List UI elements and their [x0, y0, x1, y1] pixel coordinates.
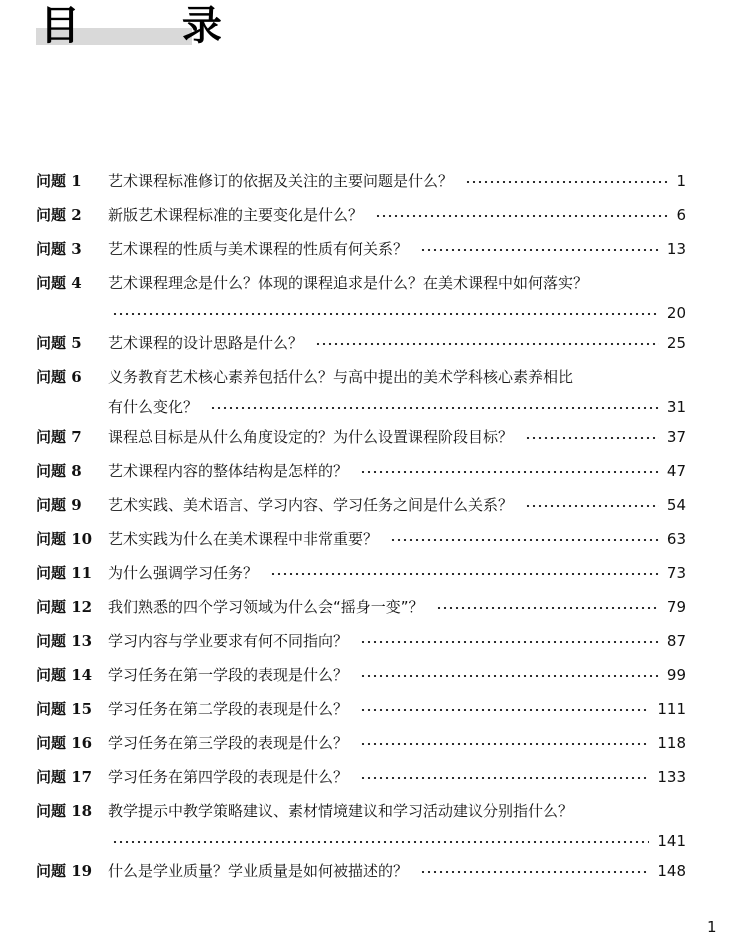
dot-leader: [360, 471, 659, 473]
toc-entry[interactable]: [36, 697, 686, 721]
question-number: 问题 10: [36, 530, 93, 548]
toc-entry[interactable]: [36, 561, 686, 585]
toc-title: 目 录: [40, 2, 266, 49]
dot-leader: [525, 437, 659, 439]
question-text: 教学提示中教学策略建议、素材情境建议和学习活动建议分别指什么？: [108, 802, 574, 820]
toc-entry-line: [108, 829, 686, 853]
question-number: 问题 17: [36, 768, 93, 786]
toc-entry[interactable]: [36, 237, 686, 261]
toc-entry[interactable]: [36, 595, 686, 619]
dot-leader: [112, 313, 659, 315]
toc-entry[interactable]: [36, 331, 686, 355]
question-text: 学习任务在第二学段的表现是什么？: [108, 700, 349, 718]
question-text: 艺术实践为什么在美术课程中非常重要？: [108, 530, 379, 548]
page-reference: 148: [657, 862, 686, 880]
toc-entry-line: [108, 799, 686, 823]
page-reference: 1: [676, 172, 686, 190]
toc-entry[interactable]: [36, 425, 686, 449]
page-reference: 6: [676, 206, 686, 224]
toc-entry-line: [108, 561, 686, 585]
question-number: 问题 9: [36, 496, 82, 514]
toc-entry[interactable]: [36, 203, 686, 227]
toc-entry-line: [108, 237, 686, 261]
page-reference: 111: [657, 700, 686, 718]
toc-entry-line: [108, 629, 686, 653]
toc-entry[interactable]: [36, 365, 686, 389]
page-reference: 13: [666, 240, 686, 258]
question-text: 有什么变化？: [108, 398, 199, 416]
page-reference: 20: [666, 304, 686, 322]
dot-leader: [360, 675, 659, 677]
dot-leader: [525, 505, 659, 507]
question-text: 艺术课程的性质与美术课程的性质有何关系？: [108, 240, 409, 258]
page-reference: 54: [666, 496, 686, 514]
question-number: 问题 15: [36, 700, 93, 718]
toc-entry[interactable]: [36, 271, 686, 295]
dot-leader: [112, 841, 649, 843]
toc-entry[interactable]: [36, 459, 686, 483]
toc-entry-line: [108, 395, 686, 419]
toc-entry-line: [108, 859, 686, 883]
dot-leader: [315, 343, 659, 345]
toc-entry[interactable]: [36, 629, 686, 653]
page-reference: 133: [657, 768, 686, 786]
page-reference: 99: [666, 666, 686, 684]
toc-entry-line: [108, 493, 686, 517]
dot-leader: [270, 573, 659, 575]
toc-entry[interactable]: [36, 169, 686, 193]
toc-entry-continuation[interactable]: [36, 301, 686, 325]
toc-entry-line: [108, 663, 686, 687]
question-text: 为什么强调学习任务？: [108, 564, 259, 582]
question-number: 问题 18: [36, 802, 93, 820]
dot-leader: [375, 215, 668, 217]
question-text: 新版艺术课程标准的主要变化是什么？: [108, 206, 364, 224]
dot-leader: [465, 181, 668, 183]
question-text: 学习任务在第一学段的表现是什么？: [108, 666, 349, 684]
page-reference: 37: [666, 428, 686, 446]
toc-entry-line: [108, 765, 686, 789]
question-number: 问题 16: [36, 734, 93, 752]
toc-entry[interactable]: [36, 731, 686, 755]
question-number: 问题 13: [36, 632, 93, 650]
question-number: 问题 12: [36, 598, 93, 616]
dot-leader: [436, 607, 659, 609]
dot-leader: [210, 407, 659, 409]
question-text: 艺术课程内容的整体结构是怎样的？: [108, 462, 349, 480]
toc-entry-continuation[interactable]: [36, 829, 686, 853]
dot-leader: [360, 641, 659, 643]
toc-entry-line: [108, 301, 686, 325]
dot-leader: [420, 249, 659, 251]
question-number: 问题 1: [36, 172, 82, 190]
question-text: 我们熟悉的四个学习领域为什么会“摇身一变”？: [108, 598, 424, 616]
question-text: 课程总目标是从什么角度设定的？为什么设置课程阶段目标？: [108, 428, 514, 446]
question-number: 问题 14: [36, 666, 93, 684]
toc-entry-continuation[interactable]: [36, 395, 686, 419]
dot-leader: [360, 777, 649, 779]
question-text: 学习任务在第四学段的表现是什么？: [108, 768, 349, 786]
toc-entry[interactable]: [36, 859, 686, 883]
page-reference: 87: [666, 632, 686, 650]
page-number: 1: [707, 918, 717, 936]
question-text: 艺术课程标准修订的依据及关注的主要问题是什么？: [108, 172, 454, 190]
page-reference: 63: [666, 530, 686, 548]
page-reference: 79: [666, 598, 686, 616]
question-text: 学习任务在第三学段的表现是什么？: [108, 734, 349, 752]
question-number: 问题 2: [36, 206, 82, 224]
page-reference: 73: [666, 564, 686, 582]
dot-leader: [420, 871, 649, 873]
toc-entry-line: [108, 731, 686, 755]
question-text: 学习内容与学业要求有何不同指向？: [108, 632, 349, 650]
page-reference: 47: [666, 462, 686, 480]
dot-leader: [360, 743, 649, 745]
dot-leader: [360, 709, 649, 711]
page-reference: 25: [666, 334, 686, 352]
page-reference: 141: [657, 832, 686, 850]
question-number: 问题 6: [36, 368, 82, 386]
toc-entry-line: [108, 271, 686, 295]
question-number: 问题 7: [36, 428, 82, 446]
question-number: 问题 4: [36, 274, 82, 292]
toc-entry-line: [108, 697, 686, 721]
question-text: 艺术实践、美术语言、学习内容、学习任务之间是什么关系？: [108, 496, 514, 514]
question-number: 问题 3: [36, 240, 82, 258]
dot-leader: [390, 539, 659, 541]
toc-entry[interactable]: [36, 799, 686, 823]
toc-entry[interactable]: [36, 527, 686, 551]
question-number: 问题 11: [36, 564, 93, 582]
question-number: 问题 8: [36, 462, 82, 480]
page-reference: 118: [657, 734, 686, 752]
question-number: 问题 19: [36, 862, 93, 880]
page-reference: 31: [666, 398, 686, 416]
toc-entry-line: [108, 425, 686, 449]
toc-entry-line: [108, 595, 686, 619]
toc-entry-line: [108, 331, 686, 355]
question-text: 义务教育艺术核心素养包括什么？与高中提出的美术学科核心素养相比: [108, 368, 574, 386]
question-text: 艺术课程理念是什么？体现的课程追求是什么？在美术课程中如何落实？: [108, 274, 589, 292]
toc-entry[interactable]: [36, 765, 686, 789]
toc-entry-line: [108, 203, 686, 227]
toc-entry-line: [108, 459, 686, 483]
toc-entry-line: [108, 365, 686, 389]
question-number: 问题 5: [36, 334, 82, 352]
toc-entry[interactable]: [36, 663, 686, 687]
toc-entry-line: [108, 169, 686, 193]
question-text: 艺术课程的设计思路是什么？: [108, 334, 304, 352]
toc-entry-line: [108, 527, 686, 551]
toc-entry[interactable]: [36, 493, 686, 517]
question-text: 什么是学业质量？学业质量是如何被描述的？: [108, 862, 409, 880]
